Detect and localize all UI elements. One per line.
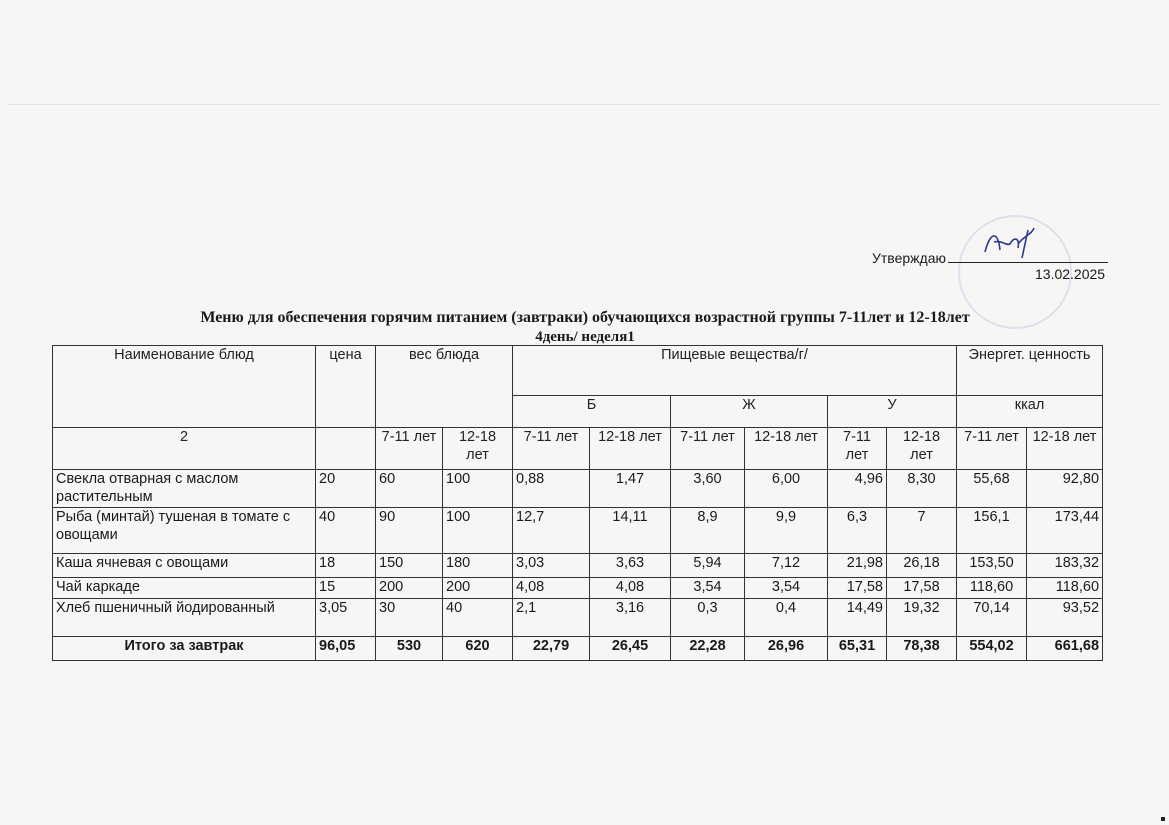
carb-cell: 17,58 bbox=[828, 578, 887, 599]
header-nutrients: Пищевые вещества/г/ bbox=[513, 346, 957, 396]
header-name: Наименование блюд bbox=[53, 346, 316, 428]
protein-cell: 14,11 bbox=[590, 508, 671, 554]
weight-cell: 30 bbox=[376, 599, 443, 637]
weight-cell: 100 bbox=[443, 508, 513, 554]
carb-cell: 14,49 bbox=[828, 599, 887, 637]
total-price: 96,05 bbox=[316, 637, 376, 661]
table-row bbox=[53, 470, 1103, 508]
protein-cell: 1,47 bbox=[590, 470, 671, 508]
signature-line bbox=[948, 262, 1108, 263]
header-row-1 bbox=[53, 346, 1103, 396]
header-age2: 12-18 лет bbox=[887, 428, 957, 470]
weight-cell: 90 bbox=[376, 508, 443, 554]
fat-cell: 5,94 bbox=[671, 554, 745, 578]
dish-name: Чай каркаде bbox=[53, 578, 316, 599]
total-label: Итого за завтрак bbox=[53, 637, 316, 661]
total-fat: 22,28 bbox=[671, 637, 745, 661]
price-cell: 18 bbox=[316, 554, 376, 578]
fat-cell: 6,00 bbox=[745, 470, 828, 508]
fat-cell: 8,9 bbox=[671, 508, 745, 554]
price-cell: 15 bbox=[316, 578, 376, 599]
weight-cell: 200 bbox=[443, 578, 513, 599]
scan-dot bbox=[1161, 817, 1165, 821]
header-age1: 7-11 лет bbox=[671, 428, 745, 470]
approval-label: Утверждаю bbox=[872, 250, 946, 266]
total-protein: 22,79 bbox=[513, 637, 590, 661]
carb-cell: 26,18 bbox=[887, 554, 957, 578]
total-kcal: 661,68 bbox=[1027, 637, 1103, 661]
weight-cell: 180 bbox=[443, 554, 513, 578]
fat-cell: 3,54 bbox=[671, 578, 745, 599]
header-u: У bbox=[828, 396, 957, 428]
header-index: 2 bbox=[53, 428, 316, 470]
carb-cell: 8,30 bbox=[887, 470, 957, 508]
price-cell: 3,05 bbox=[316, 599, 376, 637]
fat-cell: 7,12 bbox=[745, 554, 828, 578]
total-carb: 78,38 bbox=[887, 637, 957, 661]
header-age1: 7-11 лет bbox=[957, 428, 1027, 470]
menu-table bbox=[52, 345, 1103, 661]
header-age2: 12-18 лет bbox=[1027, 428, 1103, 470]
protein-cell: 3,16 bbox=[590, 599, 671, 637]
page-title: Меню для обеспечения горячим питанием (завтраки) обучающихся возрастной группы 7-11лет и 12-18лет bbox=[200, 309, 970, 326]
protein-cell: 4,08 bbox=[590, 578, 671, 599]
header-energy: Энергет. ценность bbox=[957, 346, 1103, 396]
carb-cell: 21,98 bbox=[828, 554, 887, 578]
approval-block bbox=[872, 250, 1108, 266]
total-weight: 530 bbox=[376, 637, 443, 661]
header-age1: 7-11 лет bbox=[828, 428, 887, 470]
total-weight: 620 bbox=[443, 637, 513, 661]
scan-artifact-line bbox=[8, 104, 1161, 105]
fat-cell: 3,60 bbox=[671, 470, 745, 508]
dish-name: Рыба (минтай) тушеная в томате с овощами bbox=[53, 508, 316, 554]
kcal-cell: 70,14 bbox=[957, 599, 1027, 637]
total-protein: 26,45 bbox=[590, 637, 671, 661]
protein-cell: 3,03 bbox=[513, 554, 590, 578]
carb-cell: 6,3 bbox=[828, 508, 887, 554]
protein-cell: 0,88 bbox=[513, 470, 590, 508]
carb-cell: 7 bbox=[887, 508, 957, 554]
kcal-cell: 118,60 bbox=[1027, 578, 1103, 599]
protein-cell: 2,1 bbox=[513, 599, 590, 637]
kcal-cell: 183,32 bbox=[1027, 554, 1103, 578]
kcal-cell: 173,44 bbox=[1027, 508, 1103, 554]
protein-cell: 4,08 bbox=[513, 578, 590, 599]
price-cell: 20 bbox=[316, 470, 376, 508]
carb-cell: 4,96 bbox=[828, 470, 887, 508]
weight-cell: 200 bbox=[376, 578, 443, 599]
header-age2: 12-18 лет bbox=[590, 428, 671, 470]
total-row bbox=[53, 637, 1103, 661]
header-age2: 12-18 лет bbox=[745, 428, 828, 470]
header-weight: вес блюда bbox=[376, 346, 513, 428]
dish-name: Каша ячневая с овощами bbox=[53, 554, 316, 578]
table-row bbox=[53, 599, 1103, 637]
header-age1: 7-11 лет bbox=[376, 428, 443, 470]
dish-name: Хлеб пшеничный йодированный bbox=[53, 599, 316, 637]
weight-cell: 150 bbox=[376, 554, 443, 578]
weight-cell: 60 bbox=[376, 470, 443, 508]
total-kcal: 554,02 bbox=[957, 637, 1027, 661]
kcal-cell: 55,68 bbox=[957, 470, 1027, 508]
header-kcal: ккал bbox=[957, 396, 1103, 428]
table-row bbox=[53, 554, 1103, 578]
protein-cell: 12,7 bbox=[513, 508, 590, 554]
price-cell: 40 bbox=[316, 508, 376, 554]
fat-cell: 3,54 bbox=[745, 578, 828, 599]
total-fat: 26,96 bbox=[745, 637, 828, 661]
header-age1: 7-11 лет bbox=[513, 428, 590, 470]
page-subtitle: 4день/ неделя1 bbox=[535, 329, 635, 345]
carb-cell: 19,32 bbox=[887, 599, 957, 637]
kcal-cell: 118,60 bbox=[957, 578, 1027, 599]
header-empty bbox=[316, 428, 376, 470]
kcal-cell: 153,50 bbox=[957, 554, 1027, 578]
protein-cell: 3,63 bbox=[590, 554, 671, 578]
header-b: Б bbox=[513, 396, 671, 428]
fat-cell: 0,3 bbox=[671, 599, 745, 637]
kcal-cell: 92,80 bbox=[1027, 470, 1103, 508]
weight-cell: 100 bbox=[443, 470, 513, 508]
header-price: цена bbox=[316, 346, 376, 428]
kcal-cell: 93,52 bbox=[1027, 599, 1103, 637]
weight-cell: 40 bbox=[443, 599, 513, 637]
fat-cell: 9,9 bbox=[745, 508, 828, 554]
header-zh: Ж bbox=[671, 396, 828, 428]
header-row-3 bbox=[53, 428, 1103, 470]
table-row bbox=[53, 508, 1103, 554]
total-carb: 65,31 bbox=[828, 637, 887, 661]
table-row bbox=[53, 578, 1103, 599]
dish-name: Свекла отварная с маслом растительным bbox=[53, 470, 316, 508]
header-age2: 12-18 лет bbox=[443, 428, 513, 470]
kcal-cell: 156,1 bbox=[957, 508, 1027, 554]
carb-cell: 17,58 bbox=[887, 578, 957, 599]
approval-date: 13.02.2025 bbox=[1035, 266, 1106, 282]
fat-cell: 0,4 bbox=[745, 599, 828, 637]
